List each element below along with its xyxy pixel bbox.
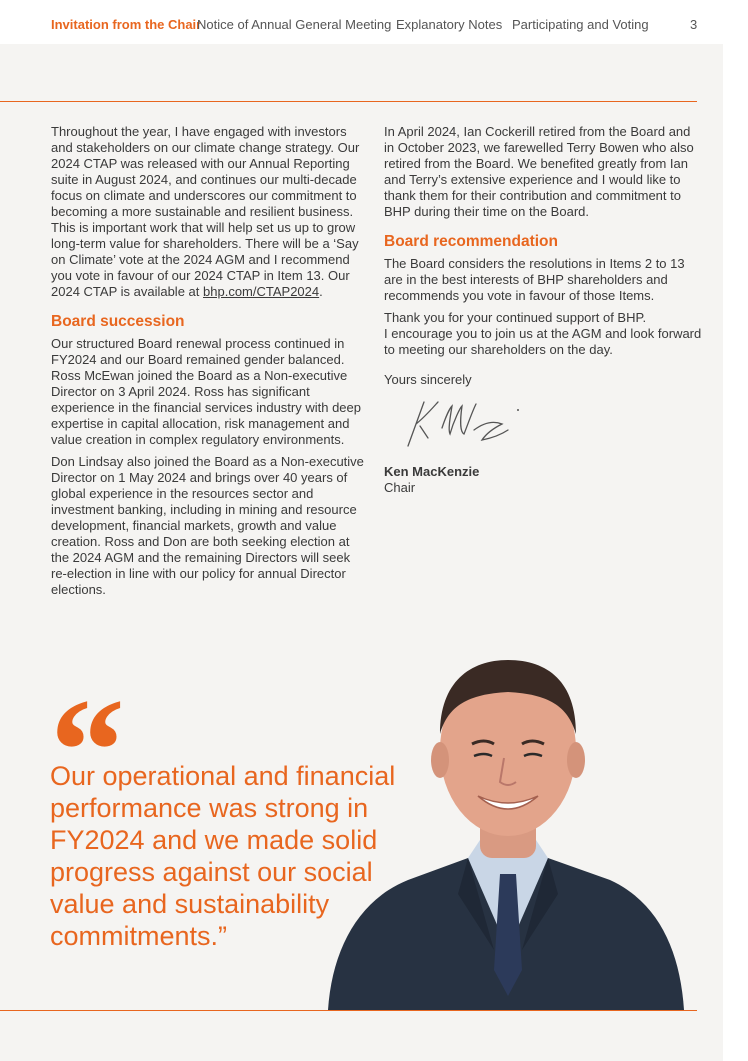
top-divider — [0, 101, 697, 102]
pull-quote: Our operational and financial performance was strong in FY2024 and we made solid progress against our social value and sustainability commitments.” — [50, 761, 396, 951]
top-navigation-bar — [0, 0, 723, 44]
quote-mark-icon: “ — [50, 668, 125, 834]
board-recommendation-heading: Board recommendation — [384, 233, 558, 250]
board-succession-heading: Board succession — [51, 313, 185, 330]
succession-paragraph-1: Our structured Board renewal process continued in FY2024 and our Board remained gender balanced. Ross McEwan joined the Board as a Non-executive Director on 3 April 2024. Ross has significant experience in the financial services industry with deep expertise in capital allocation, risk management and value creation in complex regulatory environments. — [51, 336, 362, 447]
signer-name: Ken MacKenzie — [384, 464, 480, 479]
retirement-paragraph: In April 2024, Ian Cockerill retired from the Board and in October 2023, we farewelled Terry Bowen who also retired from the Board. We benefited greatly from Ian and Terry’s extensive experience and I would like to thank them for their contribution and commitment to BHP during their time on the Board. — [384, 124, 694, 219]
nav-invitation[interactable]: Invitation from the Chair — [51, 17, 202, 32]
signature-image — [398, 394, 538, 456]
succession-paragraph-2: Don Lindsay also joined the Board as a Non-executive Director on 1 May 2024 and brings over 40 years of global experience in the resources sector and investment banking, including in mining and resource development, financial markets, growth and value creation. Ross and Don are both seeking election at the 2024 AGM and the remaining Directors will seek re-election in line with our policy for annual Director elections. — [51, 454, 364, 597]
nav-explanatory-notes[interactable]: Explanatory Notes — [396, 17, 503, 32]
chair-portrait — [318, 650, 698, 1010]
thanks-paragraph: Thank you for your continued support of BHP. I encourage you to join us at the AGM and look forward to meeting our shareholders on the day. — [384, 310, 702, 357]
signer-title: Chair — [384, 480, 416, 495]
nav-notice-agm[interactable]: Notice of Annual General Meeting — [197, 17, 392, 32]
page-number: 3 — [690, 17, 698, 32]
climate-paragraph: Throughout the year, I have engaged with investors and stakeholders on our climate change strategy. Our 2024 CTAP was released with our Annual Reporting suite in August 2024, and continues our multi-decade focus on climate and underscores our commitment to becoming a more sustainable and resilient business. This is important work that will help set us up to grow long-term value for shareholders. There will be a ‘Say on Climate’ vote at the 2024 AGM and I recommend you vote in favour of our 2024 CTAP in Item 13. Our 2024 CTAP is available at bhp.com/CTAP2024. — [51, 124, 360, 299]
closing-text: Yours sincerely — [384, 372, 472, 387]
nav-participating-voting[interactable]: Participating and Voting — [512, 17, 649, 32]
bottom-divider — [0, 1010, 697, 1011]
left-column — [51, 124, 367, 604]
ctap-link[interactable]: bhp.com/CTAP2024 — [203, 284, 320, 299]
right-column — [384, 124, 702, 496]
recommendation-paragraph: The Board considers the resolutions in Items 2 to 13 are in the best interests of BHP shareholders and recommends you vote in favour of those Items. — [384, 256, 685, 303]
